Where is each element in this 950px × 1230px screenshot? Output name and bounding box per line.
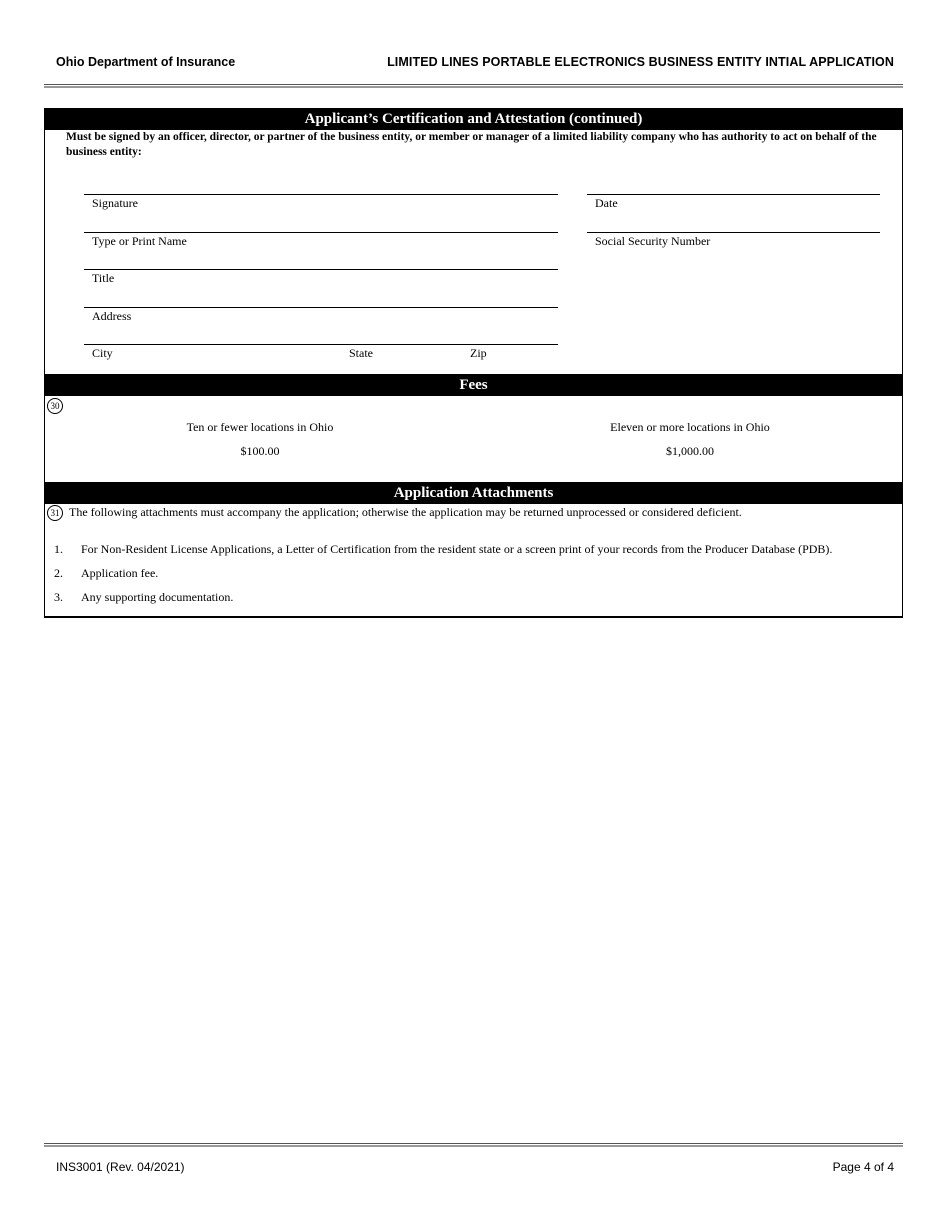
- list-item-number: 3.: [54, 590, 63, 604]
- page-number: Page 4 of 4: [832, 1160, 894, 1174]
- form-section: [44, 108, 903, 618]
- signature-label: Signature: [92, 196, 138, 210]
- list-item-number: 2.: [54, 566, 63, 580]
- fee-option-label: Ten or fewer locations in Ohio: [186, 420, 334, 434]
- city-label: City: [92, 346, 113, 360]
- attachments-intro: The following attachments must accompany the application; otherwise the application may be returned unprocessed or considered deficient.: [69, 505, 742, 519]
- header-divider: [44, 84, 903, 88]
- signature-field[interactable]: [84, 194, 558, 195]
- ssn-label: Social Security Number: [595, 234, 711, 248]
- form-id: INS3001 (Rev. 04/2021): [56, 1160, 185, 1174]
- ssn-field[interactable]: [587, 232, 880, 233]
- name-label: Type or Print Name: [92, 234, 187, 248]
- fee-option-label: Eleven or more locations in Ohio: [610, 420, 770, 434]
- attachments-heading: Application Attachments: [45, 482, 902, 504]
- list-item: For Non-Resident License Applications, a Letter of Certification from the resident state or a screen print of your records from the Producer Database (PDB).: [81, 542, 833, 556]
- date-label: Date: [595, 196, 618, 210]
- address-field[interactable]: [84, 307, 558, 308]
- item-number-30: 30: [47, 398, 63, 414]
- list-item: Application fee.: [81, 566, 159, 580]
- footer-divider: [44, 1143, 903, 1147]
- address-label: Address: [92, 309, 132, 323]
- certification-heading: Applicant’s Certification and Attestation (continued): [45, 108, 902, 130]
- name-field[interactable]: [84, 232, 558, 233]
- list-item-number: 1.: [54, 542, 63, 556]
- city-state-zip-field[interactable]: [84, 344, 558, 345]
- department-name: Ohio Department of Insurance: [56, 55, 236, 69]
- fee-option-amount: $1,000.00: [666, 444, 714, 458]
- zip-label: Zip: [470, 346, 487, 360]
- title-field[interactable]: [84, 269, 558, 270]
- certification-instruction: Must be signed by an officer, director, or partner of the business entity, or member or manager of a limited liability company who has authority to act on behalf of the business entity:: [66, 131, 877, 158]
- title-label: Title: [92, 271, 115, 285]
- item-number-31: 31: [47, 505, 63, 521]
- date-field[interactable]: [587, 194, 880, 195]
- form-title: LIMITED LINES PORTABLE ELECTRONICS BUSINESS ENTITY INTIAL APPLICATION: [387, 55, 894, 69]
- fees-heading: Fees: [45, 374, 902, 396]
- state-label: State: [349, 346, 373, 360]
- list-item: Any supporting documentation.: [81, 590, 234, 604]
- fee-option-amount: $100.00: [240, 444, 280, 458]
